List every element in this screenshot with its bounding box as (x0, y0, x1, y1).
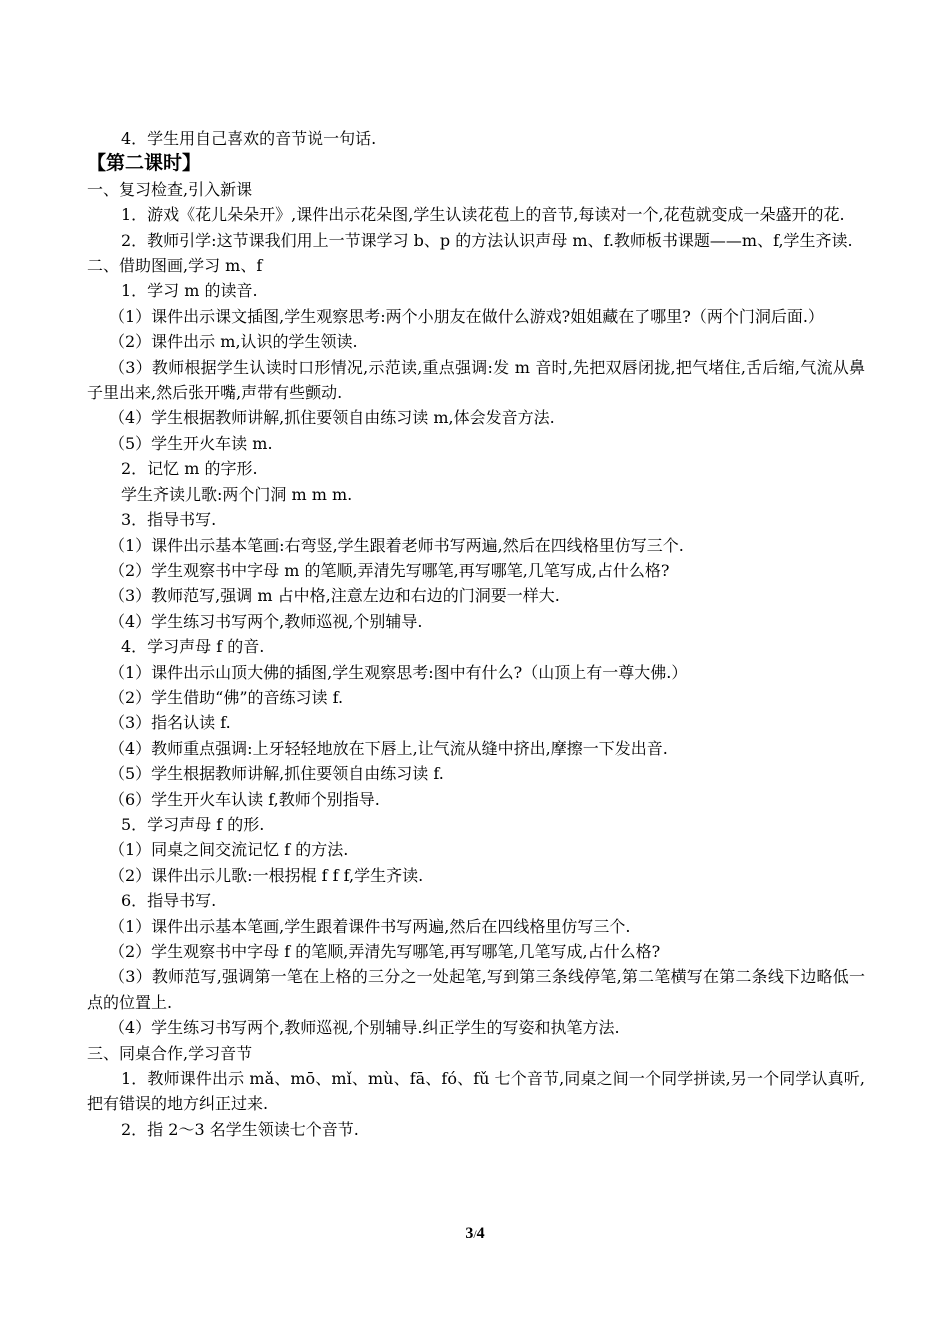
paragraph: （2）学生观察书中字母 m 的笔顺,弄清先写哪笔,再写哪笔,几笔写成,占什么格? (109, 560, 670, 580)
paragraph: 1．教师课件出示 mǎ、mō、mǐ、mù、fā、fó、fǔ 七个音节,同桌之间一个同学拼读,另一个同学认真听,把有错误的地方纠正过来. (87, 1069, 865, 1114)
paragraph: （5）学生开火车读 m. (109, 433, 273, 453)
section-heading: 【第二课时】 (87, 152, 202, 175)
paragraph: （4）学生练习书写两个,教师巡视,个别辅导. (109, 611, 423, 631)
paragraph: 6．指导书写. (121, 891, 217, 911)
paragraph: （3）教师范写,强调第一笔在上格的三分之一处起笔,写到第三条线停笔,第二笔横写在第二条线下边略低一点的位置上. (87, 967, 865, 1012)
paragraph: （2）学生借助“佛”的音练习读 f. (109, 687, 344, 707)
paragraph: （5）学生根据教师讲解,抓住要领自由练习读 f. (109, 764, 444, 784)
page-number (0, 1225, 950, 1243)
paragraph: 4．学生用自己喜欢的音节说一句话. (121, 129, 377, 148)
paragraph: 三、同桌合作,学习音节 (87, 1043, 253, 1063)
page-current: 3 (465, 1225, 474, 1242)
paragraph: 一、复习检查,引入新课 (87, 179, 253, 199)
paragraph: （2）学生观察书中字母 f 的笔顺,弄清先写哪笔,再写哪笔,几笔写成,占什么格? (109, 942, 661, 961)
paragraph: 学生齐读儿歌:两个门洞 m m m. (121, 484, 353, 504)
paragraph: 3．指导书写. (121, 510, 217, 530)
paragraph: （4）学生根据教师讲解,抓住要领自由练习读 m,体会发音方法. (109, 408, 555, 428)
paragraph: （4）学生练习书写两个,教师巡视,个别辅导.纠正学生的写姿和执笔方法. (109, 1018, 620, 1038)
paragraph: （4）教师重点强调:上牙轻轻地放在下唇上,让气流从缝中挤出,摩擦一下发出音. (109, 738, 668, 758)
paragraph: 2．指 2～3 名学生领读七个音节. (121, 1119, 359, 1139)
page-total: 4 (476, 1225, 485, 1242)
paragraph: （1）同桌之间交流记忆 f 的方法. (109, 840, 349, 860)
paragraph: （3）教师范写,强调 m 占中格,注意左边和右边的门洞要一样大. (109, 586, 560, 606)
paragraph: （1）课件出示基本笔画,学生跟着课件书写两遍,然后在四线格里仿写三个. (109, 916, 631, 936)
paragraph: （1）课件出示山顶大佛的插图,学生观察思考:图中有什么?（山顶上有一尊大佛.） (109, 662, 688, 682)
paragraph: 1．学习 m 的读音. (121, 281, 258, 301)
paragraph: （2）课件出示儿歌:一根拐棍 f f f,学生齐读. (109, 865, 424, 885)
paragraph: （3）教师根据学生认读时口形情况,示范读,重点强调:发 m 音时,先把双唇闭拢,把气堵住,舌后缩,气流从鼻子里出来,然后张开嘴,声带有些颤动. (87, 357, 865, 403)
paragraph: 4．学习声母 f 的音. (121, 637, 265, 657)
paragraph: 2．教师引学:这节课我们用上一节课学习 b、p 的方法认识声母 m、f.教师板书课题——m、f,学生齐读. (121, 230, 853, 250)
paragraph: （6）学生开火车认读 f,教师个别指导. (109, 789, 380, 809)
paragraph: （1）课件出示课文插图,学生观察思考:两个小朋友在做什么游戏?姐姐藏在了哪里?（两个门洞后面.） (109, 306, 824, 326)
paragraph: 二、借助图画,学习 m、f (87, 256, 263, 276)
paragraph: 1．游戏《花儿朵朵开》,课件出示花朵图,学生认读花苞上的音节,每读对一个,花苞就变成一朵盛开的花. (121, 205, 845, 225)
paragraph: （2）课件出示 m,认识的学生领读. (109, 332, 358, 352)
paragraph: （1）课件出示基本笔画:右弯竖,学生跟着老师书写两遍,然后在四线格里仿写三个. (109, 535, 684, 555)
document-body (87, 126, 865, 1142)
paragraph: 2．记忆 m 的字形. (121, 459, 258, 479)
paragraph: 5．学习声母 f 的形. (121, 814, 265, 834)
page-separator: / (473, 1227, 477, 1241)
paragraph: （3）指名认读 f. (109, 713, 231, 733)
